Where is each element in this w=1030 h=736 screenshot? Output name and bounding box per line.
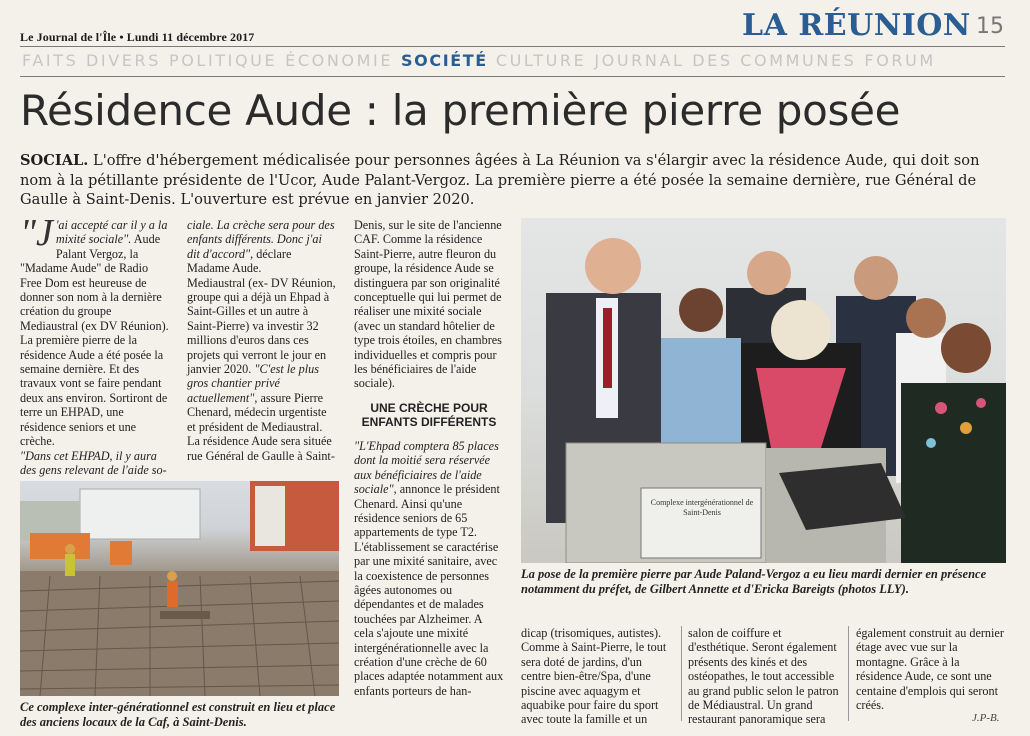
nav-item-forum: FORUM [864,51,936,70]
col3-paragraph-1: Denis, sur le site de l'ancienne CAF. Comme la résidence Saint-Pierre, autre fleuron du groupe, la résidence Aude se distinguera par son originalité conceptuelle qui lui permet de réaliser une mixité sociale (avec un standard hôtelier de type trois étoiles, en chambres individuelles et compris pour les bénéficiaires de l'aide sociale). [354,218,502,391]
paper-date-line: Le Journal de l'Île • Lundi 11 décembre 2017 [20,30,255,44]
article-column-6 [856,626,1006,712]
article-lede [20,151,1005,210]
lede-label: SOCIAL. [20,152,89,169]
article-column-5 [688,626,840,727]
nav-item-economie: ÉCONOMIE [285,51,394,70]
col4-paragraph-1: dicap (trisomiques, autistes). Comme à Saint-Pierre, le tout sera doté de jardins, d'un centre bien-être/Spa, d'une piscine avec aquagym et aquabike pour faire du sport avec toute la famille et un [521,626,667,727]
col3-quote: "L'Ehpad comptera 85 places dont la moitié sera réservée aux bénéficiaires de l'aide sociale" [354,438,499,497]
ceremony-photo [521,218,1006,563]
ceremony-illustration [521,218,1006,563]
drop-quote: "J [20,212,53,254]
nav-item-culture: CULTURE [495,51,587,70]
article-headline: Résidence Aude : la première pierre posée [20,86,901,135]
col1-paragraph-3: "Dans cet EHPAD, il y aura des gens relevant de l'aide so- [20,448,167,477]
col1-paragraph-1: Aude Palant Vergoz, la "Madame Aude" de Radio Free Dom est heureuse de donner son nom à la dernière création du groupe Mediaustral (ex DV Réunion). [20,232,169,333]
column-divider [681,626,682,721]
lede-text: L'offre d'hébergement médicalisée pour personnes âgées à La Réunion va s'élargir avec la résidence Aude, qui doit son nom à la pétillante présidente de l'Ucor, Aude Palant-Vergoz. La première pierre a été posée la semaine dernière, rue Général de Gaulle à Saint-Denis. L'ouverture est prévue en janvier 2020. [20,152,980,208]
col5-paragraph-1: salon de coiffure et d'esthétique. Seront également présents des kinés et des ostéopathes, le tout accessible au grand public selon le patron de Médiaustral. Un grand restaurant panoramique sera [688,626,839,727]
stone-plaque-text: Complexe intergénérationnel de Saint-Denis [650,498,754,517]
ceremony-photo-caption: La pose de la première pierre par Aude Paland-Vergoz a eu lieu mardi dernier en présence notamment du préfet, de Gilbert Annette et d'Ericka Bareigts (photos LLY). [521,567,987,596]
construction-photo-caption: Ce complexe inter-générationnel est construit en lieu et place des anciens locaux de la Caf, à Saint-Denis. [20,700,336,729]
masthead-rule [20,46,1005,47]
col6-paragraph-1: également construit au dernier étage avec vue sur la montagne. Grâce à la résidence Aude, ce sont une centaine d'emplois qui seront créés. [856,626,1004,713]
section-nav [22,51,1007,75]
nav-item-journal-communes: JOURNAL DES COMMUNES [594,51,857,70]
col2-quote-2: "C'est le plus gros chantier privé actuellement" [187,362,319,405]
nav-item-faits-divers: FAITS DIVERS [22,51,161,70]
col1-quote: 'ai accepté car il y a la mixité sociale". [55,218,168,247]
construction-illustration [20,481,339,696]
article-column-3 [354,218,504,698]
article-subhead: UNE CRÈCHE POUR ENFANTS DIFFÉRENTS [361,400,497,429]
col2-paragraph-2-end: , assure Pierre Chenard, médecin urgentiste et président de Mediaustral. La résidence Aude sera située rue Général de Gaulle à Saint- [187,390,335,463]
construction-site-photo [20,481,339,696]
section-region-title: LA RÉUNION [742,8,971,43]
col3-paragraph-2: , annonce le président Chenard. Ainsi qu'une résidence seniors de 65 appartements de type T2. [354,482,500,540]
col2-paragraph-2: Mediaustral (ex- DV Réunion, groupe qui a déjà un Ehpad à Saint-Gilles et un autre à Saint-Pierre) va investir 32 millions d'euros dans ces projets qui verront le jour en janvier 2020. [187,275,336,377]
nav-rule [20,76,1005,77]
col2-quote: ciale. La crèche sera pour des enfants différents. Donc j'ai dit d'accord" [187,218,335,261]
col1-paragraph-2: La première pierre de la résidence Aude a été posée la semaine dernière. Et des travaux vont se faire pendant deux ans environ. Sortiront de terre un EHPAD, une résidence seniors et une crèche. [20,333,168,449]
col2-paragraph-1: , déclare Madame Aude. [187,246,292,276]
col3-paragraph-3: L'établissement se caractérise par une mixité sanitaire, avec la coexistence de personnes âgées autonomes ou dépendantes et de malades touchées par Alzheimer. A cela s'ajoute une mixité intergénérationnelle avec la création d'une crèche de 60 places adaptée notamment aux enfants porteurs de han- [354,539,504,698]
nav-item-politique: POLITIQUE [168,51,278,70]
article-column-4 [521,626,674,727]
page-number: 15 [976,14,1004,39]
column-divider [848,626,849,721]
nav-item-societe-active: SOCIÉTÉ [401,51,488,70]
article-column-1 [20,212,170,477]
author-signature: J.P-B. [972,712,1000,724]
article-column-2 [187,218,337,463]
